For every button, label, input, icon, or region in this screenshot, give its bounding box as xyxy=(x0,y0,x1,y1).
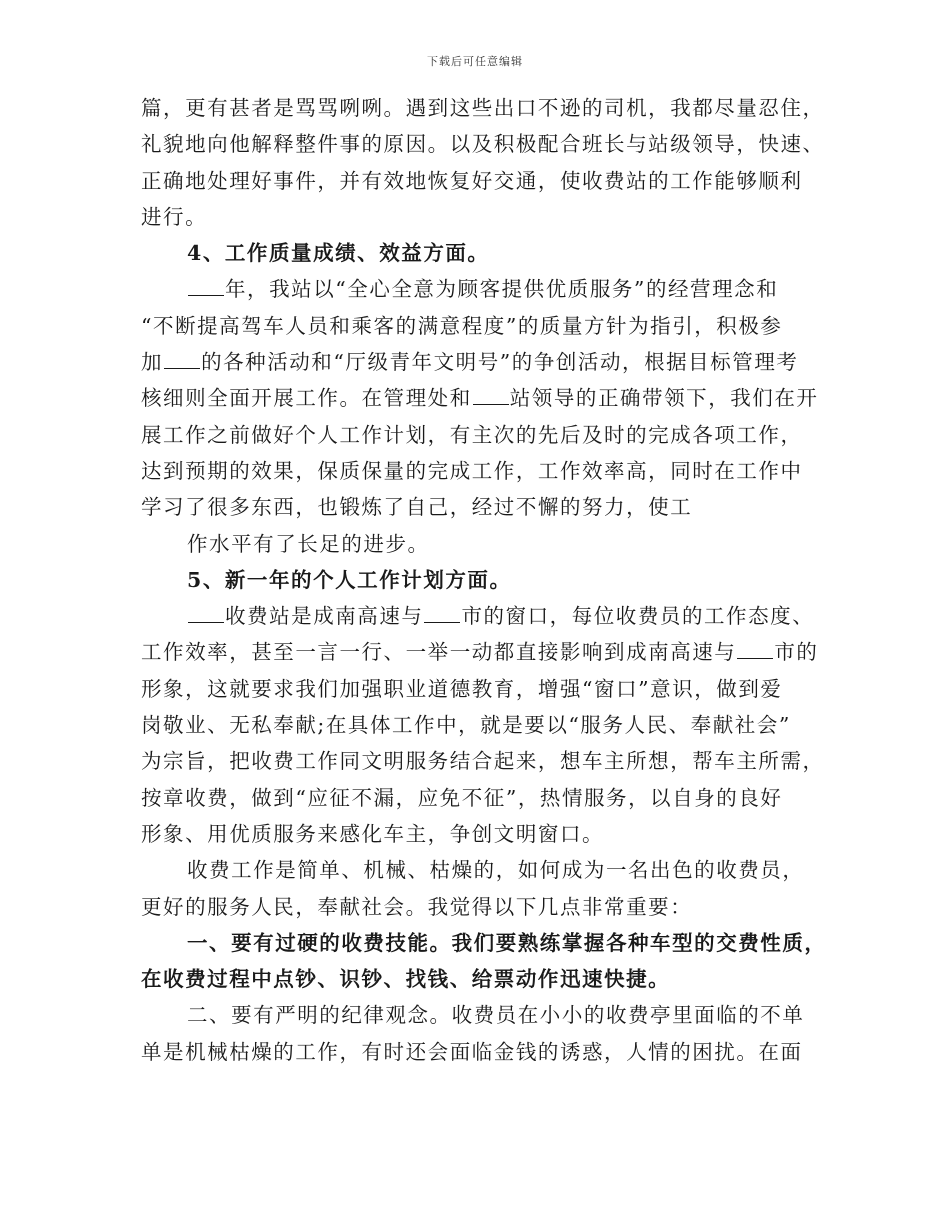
text-segment: 年，我站以“全心全意为顾客提供优质服务”的经营理念和 xyxy=(225,277,779,302)
text-segment: 核细则全面开展工作。在管理处和 xyxy=(141,386,472,411)
text-segment: 加 xyxy=(141,350,164,375)
paragraph-line: 进行。 xyxy=(141,204,208,229)
paragraph-line: 更好的服务人民，奉献社会。我觉得以下几点非常重要： xyxy=(141,894,693,919)
text-segment: 收费站是成南高速与 xyxy=(225,604,424,629)
section-heading-5: 5、新一年的个人工作计划方面。 xyxy=(187,567,512,592)
blank-underline xyxy=(737,657,773,659)
blank-underline xyxy=(188,294,224,296)
key-point-line: 在收费过程中点钞、识钞、找钱、给票动作迅速快捷。 xyxy=(141,967,671,992)
text-segment: 市的窗口，每位收费员的工作态度、 xyxy=(461,604,815,629)
paragraph-line xyxy=(141,344,831,380)
paragraph-line: 按章收费，做到“应征不漏，应免不征”，热情服务，以自身的良好 xyxy=(141,785,783,810)
paragraph-line: 达到预期的效果，保质保量的完成工作，工作效率高，同时在工作中 xyxy=(141,458,803,483)
text-segment: 的各种活动和“厅级青年文明号”的争创活动，根据目标管理考 xyxy=(201,350,799,375)
paragraph-line: 形象，这就要求我们加强职业道德教育，增强“窗口”意识，做到爱 xyxy=(141,676,783,701)
blank-underline xyxy=(424,621,460,623)
document-body xyxy=(141,90,831,1070)
paragraph-line xyxy=(141,271,831,307)
paragraph-line: 为宗旨，把收费工作同文明服务结合起来，想车主所想，帮车主所需， xyxy=(141,749,825,774)
paragraph-line xyxy=(141,634,831,670)
blank-underline xyxy=(188,621,224,623)
blank-underline xyxy=(164,367,200,369)
paragraph-line: 作水平有了长足的进步。 xyxy=(187,531,430,556)
paragraph-line: 正确地处理好事件，并有效地恢复好交通，使收费站的工作能够顺利 xyxy=(141,168,803,193)
text-segment: 工作效率，甚至一言一行、一举一动都直接影响到成南高速与 xyxy=(141,640,737,665)
paragraph-line xyxy=(141,598,831,634)
paragraph-line: 礼貌地向他解释整件事的原因。以及积极配合班长与站级领导，快速、 xyxy=(141,132,825,157)
paragraph-line: 单是机械枯燥的工作，有时还会面临金钱的诱惑，人情的困扰。在面 xyxy=(141,1039,803,1064)
paragraph-line: 岗敬业、无私奉献;在具体工作中，就是要以“服务人民、奉献社会” xyxy=(141,713,791,738)
paragraph-line: 二、要有严明的纪律观念。收费员在小小的收费亭里面临的不单 xyxy=(187,1003,805,1028)
page-header: 下载后可任意编辑 xyxy=(427,55,523,68)
paragraph-line: “不断提高驾车人员和乘客的满意程度”的质量方针为指引，积极参 xyxy=(141,313,783,338)
blank-underline xyxy=(473,403,509,405)
paragraph-line: 学习了很多东西，也锻炼了自己，经过不懈的努力，使工 xyxy=(141,495,693,520)
section-heading-4: 4、工作质量成绩、效益方面。 xyxy=(187,241,490,266)
text-segment: 站领导的正确带领下，我们在开 xyxy=(509,386,819,411)
paragraph-line: 展工作之前做好个人工作计划，有主次的先后及时的完成各项工作， xyxy=(141,422,803,447)
paragraph-line: 收费工作是简单、机械、枯燥的，如何成为一名出色的收费员， xyxy=(187,858,805,883)
key-point-line: 一、要有过硬的收费技能。我们要熟练掌握各种车型的交费性质， xyxy=(187,930,827,955)
paragraph-line: 篇，更有甚者是骂骂咧咧。遇到这些出口不逊的司机，我都尽量忍住， xyxy=(141,96,825,120)
text-segment: 市的 xyxy=(774,640,819,665)
paragraph-line: 形象、用优质服务来感化车主，争创文明窗口。 xyxy=(141,821,605,846)
paragraph-line xyxy=(141,380,831,416)
